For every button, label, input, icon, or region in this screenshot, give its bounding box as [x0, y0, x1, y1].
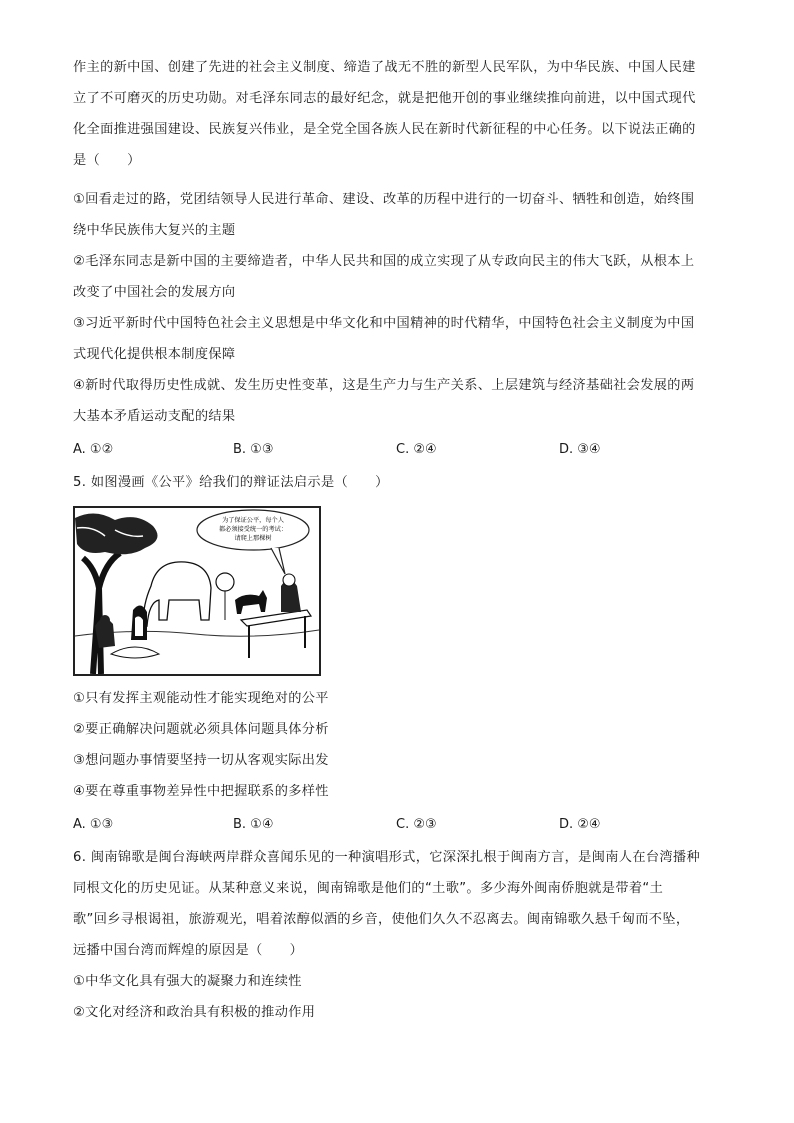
bubble-line: 都必须接受统一的考试：	[218, 526, 288, 533]
q4-statement: 绕中华民族伟大复兴的主题	[73, 223, 236, 238]
q5-statement: ④要在尊重事物差异性中把握联系的多样性	[73, 784, 329, 799]
elephant-figure	[143, 562, 211, 626]
q6-stem-line: 同根文化的历史见证。从某种意义来说，闽南锦歌是他们的“土歌”。多少海外闽南侨胞就是带着“土	[73, 881, 664, 896]
q6-statement: ①中华文化具有强大的凝聚力和连续性	[73, 974, 302, 989]
q4-option-d[interactable]: D. ③④	[559, 442, 601, 457]
fishbowl-figure	[216, 573, 234, 591]
q5-option-b[interactable]: B. ①④	[233, 817, 274, 832]
fairness-cartoon-image	[73, 506, 321, 676]
q6-stem-line: 6. 闽南锦歌是闽台海峡两岸群众喜闻乐见的一种演唱形式，它深深扎根于闽南方言，是闽南人在台湾播种	[73, 850, 701, 865]
q4-statement: 大基本矛盾运动支配的结果	[73, 409, 236, 424]
q5-option-a[interactable]: A. ①③	[73, 817, 114, 832]
q5-option-d[interactable]: D. ②④	[559, 817, 601, 832]
desk	[241, 610, 311, 626]
q4-stem-line: 作主的新中国、创建了先进的社会主义制度、缔造了战无不胜的新型人民军队，为中华民族、中国人民建	[73, 60, 696, 75]
q4-option-c[interactable]: C. ②④	[396, 442, 437, 457]
q4-option-a[interactable]: A. ①②	[73, 442, 114, 457]
bubble-line: 请爬上那棵树	[234, 535, 272, 542]
q4-option-b[interactable]: B. ①③	[233, 442, 274, 457]
q4-statement: ④新时代取得历史性成就、发生历史性变革，这是生产力与生产关系、上层建筑与经济基础社会发展的两	[73, 378, 695, 393]
q5-option-c[interactable]: C. ②③	[396, 817, 437, 832]
q4-statement: ①回看走过的路，党团结领导人民进行革命、建设、改革的历程中进行的一切奋斗、牺牲和创造，始终围	[73, 192, 695, 207]
seal-figure	[111, 647, 159, 658]
q6-stem-line: 歌”回乡寻根谒祖，旅游观光，唱着浓醇似酒的乡音，使他们久久不忍离去。闽南锦歌久悬千匈而不坠，	[73, 912, 690, 927]
bubble-line: 为了保证公平，每个人	[222, 517, 284, 524]
q5-statement: ①只有发挥主观能动性才能实现绝对的公平	[73, 691, 329, 706]
q4-statement: 改变了中国社会的发展方向	[73, 285, 236, 300]
dog-figure	[235, 590, 267, 614]
q5-statement: ③想问题办事情要坚持一切从客观实际出发	[73, 753, 329, 768]
q4-statement: 式现代化提供根本制度保障	[73, 347, 236, 362]
q5-stem: 5. 如图漫画《公平》给我们的辩证法启示是（ ）	[73, 475, 389, 490]
q4-stem-line: 立了不可磨灭的历史功勋。对毛泽东同志的最好纪念，就是把他开创的事业继续推向前进，以中国式现代	[73, 91, 696, 106]
q4-statement: ②毛泽东同志是新中国的主要缔造者，中华人民共和国的成立实现了从专政向民主的伟大飞跃，从根本上	[73, 254, 695, 269]
q5-statement: ②要正确解决问题就必须具体问题具体分析	[73, 722, 329, 737]
q6-statement: ②文化对经济和政治具有积极的推动作用	[73, 1005, 316, 1020]
q6-stem-line: 远播中国台湾而辉煌的原因是（ ）	[73, 943, 304, 958]
q4-stem-line: 是（ ）	[73, 153, 141, 168]
cartoon-illustration	[75, 508, 319, 674]
q4-statement: ③习近平新时代中国特色社会主义思想是中华文化和中国精神的时代精华，中国特色社会主义制度为中国	[73, 316, 695, 331]
q4-stem-line: 化全面推进强国建设、民族复兴伟业，是全党全国各族人民在新时代新征程的中心任务。以下说法正确的	[73, 122, 696, 137]
